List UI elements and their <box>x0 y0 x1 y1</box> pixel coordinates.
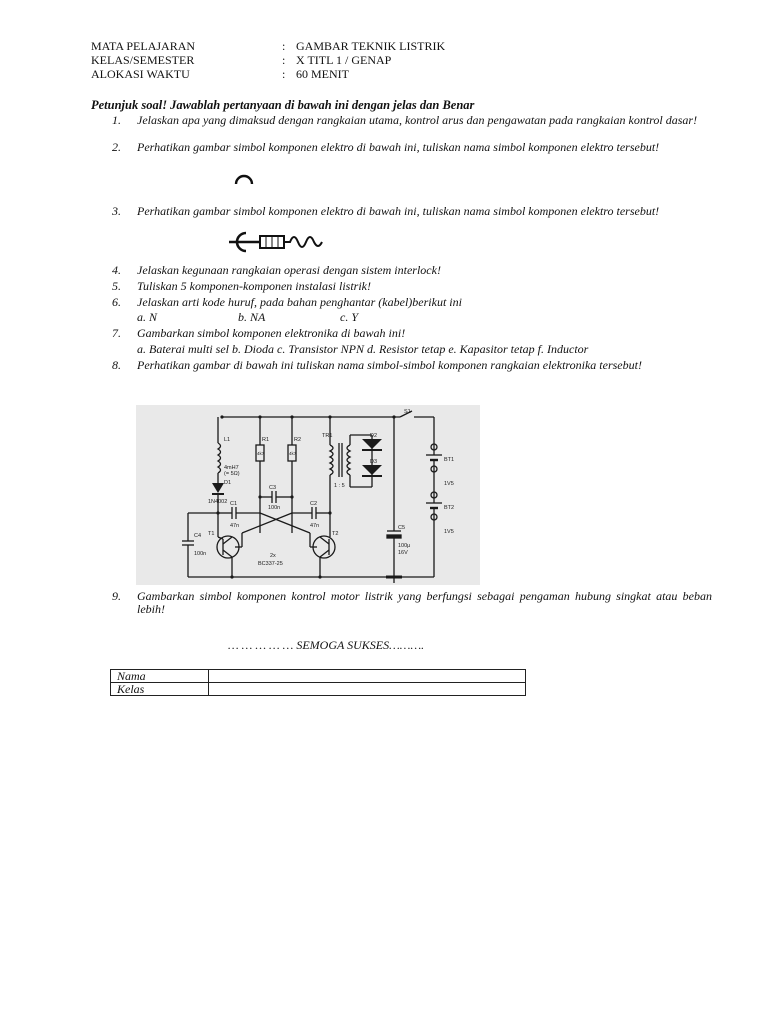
label-L1-value: 4mH7 <box>224 465 239 471</box>
question-number: 4. <box>112 263 121 277</box>
header-sep: : <box>282 39 286 53</box>
question-number: 1. <box>112 113 121 127</box>
header-key: ALOKASI WAKTU <box>91 67 190 81</box>
label-C1: C1 <box>230 501 238 507</box>
label-D1: D1 <box>224 480 232 486</box>
label-C2-value: 47n <box>310 523 320 529</box>
label-BT2-value: 1V5 <box>444 529 454 535</box>
closing-text: … … … … … SEMOGA SUKSES………. <box>228 638 425 652</box>
label-T1: T1 <box>208 531 215 537</box>
question-8 <box>112 359 712 372</box>
q6-option-b: b. NA <box>238 310 266 324</box>
question-3 <box>112 205 712 218</box>
label-C3: C3 <box>269 485 277 491</box>
instruction: Petunjuk soal! Jawablah pertanyaan di bawah ini dengan jelas dan Benar <box>91 98 475 112</box>
question-text: Perhatikan gambar di bawah ini tuliskan nama simbol-simbol komponen rangkaian elektronika tersebut! <box>137 358 642 372</box>
label-C5-voltage: 16V <box>398 550 408 556</box>
circuit-svg <box>136 405 480 585</box>
label-D1-part: 1N4002 <box>208 499 228 505</box>
plug-symbol-figure <box>226 230 328 254</box>
label-C4: C4 <box>194 533 202 539</box>
label-L1-value2: (= 5Ω) <box>224 471 240 477</box>
header-sep: : <box>282 53 286 67</box>
label-S1: S1 <box>404 409 411 415</box>
question-number: 9. <box>112 589 121 603</box>
question-number: 3. <box>112 204 121 218</box>
header-key: KELAS/SEMESTER <box>91 53 195 67</box>
label-R2: R2 <box>294 437 302 443</box>
label-BT1-value: 1V5 <box>444 481 454 487</box>
header-value: GAMBAR TEKNIK LISTRIK <box>296 39 446 53</box>
question-6 <box>112 296 712 309</box>
question-number: 8. <box>112 358 121 372</box>
header-value: 60 MENIT <box>296 67 349 81</box>
label-transistor-part: BC337-25 <box>258 561 283 567</box>
question-text: Tuliskan 5 komponen-komponen instalasi listrik! <box>137 279 371 293</box>
question-4 <box>112 264 712 277</box>
class-label: Kelas <box>111 683 209 696</box>
question-9 <box>112 590 712 615</box>
label-transistor-qty: 2x <box>270 553 276 559</box>
table-row <box>111 683 526 696</box>
label-T2: T2 <box>332 531 339 537</box>
question-text: Perhatikan gambar simbol komponen elektro di bawah ini, tuliskan nama simbol komponen elektro tersebut! <box>137 204 660 218</box>
question-number: 7. <box>112 326 121 340</box>
identity-table <box>110 669 526 696</box>
label-R1: R1 <box>262 437 270 443</box>
question-number: 2. <box>112 140 121 154</box>
label-R2-value: 4k7 <box>289 451 297 456</box>
circuit-diagram <box>136 405 480 585</box>
label-BT1: BT1 <box>444 457 455 463</box>
label-C3-value: 100n <box>268 505 281 511</box>
name-label: Nama <box>111 670 209 683</box>
question-number: 6. <box>112 295 121 309</box>
label-BT2: BT2 <box>444 505 455 511</box>
label-L1: L1 <box>224 437 231 443</box>
question-number: 5. <box>112 279 121 293</box>
class-field[interactable] <box>209 683 526 696</box>
label-C5: C5 <box>398 525 406 531</box>
name-field[interactable] <box>209 670 526 683</box>
label-C1-value: 47n <box>230 523 240 529</box>
q6-option-a: a. N <box>137 310 158 324</box>
label-C4-value: 100n <box>194 551 207 557</box>
question-2 <box>112 141 712 154</box>
label-C5-value: 100μ <box>398 543 411 549</box>
table-row <box>111 670 526 683</box>
question-text: Gambarkan simbol komponen elektronika di bawah ini! <box>137 326 406 340</box>
label-D3: D3 <box>370 459 378 465</box>
question-text: Jelaskan kegunaan rangkaian operasi dengan sistem interlock! <box>137 263 441 277</box>
question-7 <box>112 327 712 340</box>
label-TR1-ratio: 1 : 5 <box>334 483 345 489</box>
question-text: Jelaskan apa yang dimaksud dengan rangkaian utama, kontrol arus dan pengawatan pada rangkaian kontrol dasar! <box>137 113 698 127</box>
label-TR1: TR1 <box>322 433 333 439</box>
label-D2: D2 <box>370 433 378 439</box>
header-sep: : <box>282 67 286 81</box>
question-text: Jelaskan arti kode huruf, pada bahan penghantar (kabel)berikut ini <box>137 295 462 309</box>
question-5 <box>112 280 712 293</box>
q6-option-c: c. Y <box>340 310 358 324</box>
question-1 <box>112 114 712 127</box>
label-C2: C2 <box>310 501 318 507</box>
question-text: Perhatikan gambar simbol komponen elektro di bawah ini, tuliskan nama simbol komponen elektro tersebut! <box>137 140 660 154</box>
header-key: MATA PELAJARAN <box>91 39 196 53</box>
arc-symbol-figure <box>232 170 256 186</box>
question-text: Gambarkan simbol komponen kontrol motor listrik yang berfungsi sebagai pengaman hubung singkat atau beban lebih! <box>137 589 712 616</box>
q7-options: a. Baterai multi sel b. Dioda c. Transistor NPN d. Resistor tetap e. Kapasitor tetap f. Inductor <box>137 342 589 356</box>
label-R1-value: 4k7 <box>257 451 265 456</box>
header-value: X TITL 1 / GENAP <box>296 53 392 67</box>
